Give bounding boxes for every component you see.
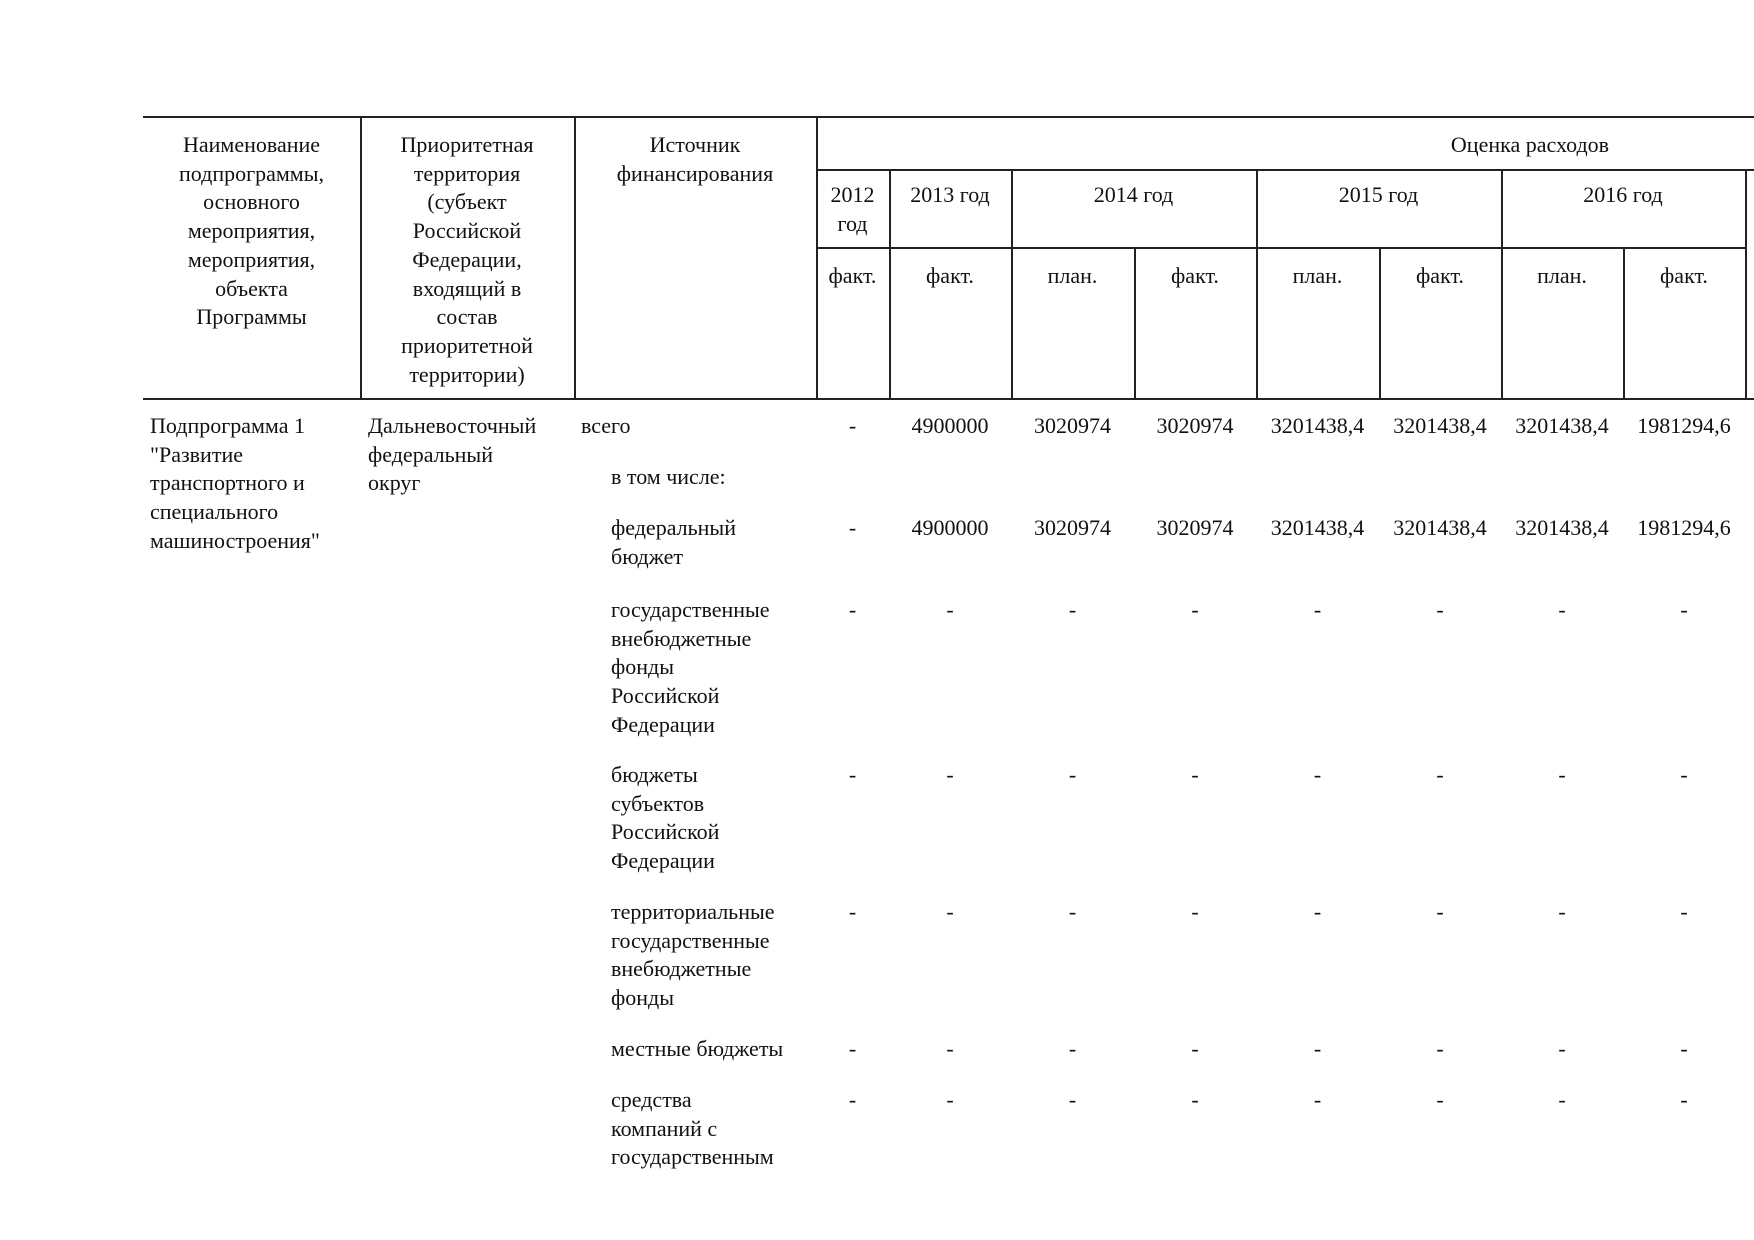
row-value: - <box>1313 899 1322 924</box>
subheader-2016-plan: план. <box>1537 263 1587 288</box>
row-source: бюджеты субъектов Российской Федерации <box>611 762 720 874</box>
row-value: - <box>1436 762 1444 787</box>
year-2012: 2012 год <box>830 182 875 236</box>
header-territory: Приоритетная территория (субъект Российской Федерации, входящий в состав приоритетной территории) <box>400 132 534 387</box>
header-divider-3 <box>816 116 818 400</box>
row-value: - <box>1313 1087 1322 1112</box>
row-value: - <box>946 1087 954 1112</box>
row-value: - <box>848 515 857 540</box>
row-value: 3201438,4 <box>1515 515 1609 540</box>
row-value: 1981294,6 <box>1637 515 1731 540</box>
row-value: - <box>1313 762 1322 787</box>
row-value: 3201438,4 <box>1515 413 1609 438</box>
row-value: - <box>1191 597 1199 622</box>
row-value: 4900000 <box>911 515 989 540</box>
row-value: - <box>1068 899 1077 924</box>
row-source: территориальные государственные внебюджетные фонды <box>611 899 775 1011</box>
row-value: 3201438,4 <box>1393 413 1487 438</box>
row-source: федеральный бюджет <box>611 515 736 569</box>
row-value: - <box>1558 1036 1566 1061</box>
row-value: 3201438,4 <box>1270 413 1365 438</box>
year-2013: 2013 год <box>910 182 990 207</box>
row-value: - <box>946 899 954 924</box>
year-2014: 2014 год <box>1093 182 1174 207</box>
row-value: - <box>1313 1036 1322 1061</box>
year-2015: 2015 год <box>1338 182 1419 207</box>
row-value: - <box>1191 899 1199 924</box>
row-value: - <box>1558 597 1566 622</box>
program-territory: Дальневосточный федеральный округ <box>368 413 537 496</box>
row-value: - <box>1558 762 1566 787</box>
row-source: в том числе: <box>611 464 726 489</box>
row-source: средства компаний с государственным <box>611 1087 774 1170</box>
row-value: - <box>1191 1087 1199 1112</box>
row-value: - <box>1068 762 1077 787</box>
row-value: - <box>1436 1036 1444 1061</box>
row-value: - <box>848 1087 857 1112</box>
row-value: - <box>1436 1087 1444 1112</box>
row-value: - <box>848 413 857 438</box>
row-value: - <box>1436 597 1444 622</box>
row-value: - <box>1191 1036 1199 1061</box>
row-value: 3020974 <box>1034 413 1111 438</box>
header-expense-estimate: Оценка расходов <box>1450 132 1610 157</box>
row-value: 3020974 <box>1156 515 1234 540</box>
row-value: - <box>848 597 857 622</box>
row-value: - <box>848 1036 857 1061</box>
row-source: всего <box>581 413 631 438</box>
row-value: - <box>1680 762 1688 787</box>
subheader-2014-plan: план. <box>1047 263 1098 288</box>
row-value: - <box>946 1036 954 1061</box>
row-value: 3201438,4 <box>1270 515 1365 540</box>
subheader-2012-fact: факт. <box>828 263 877 288</box>
row-value: 3020974 <box>1034 515 1111 540</box>
subheader-2013-fact: факт. <box>926 263 974 288</box>
row-value: 4900000 <box>911 413 989 438</box>
subheader-2015-fact: факт. <box>1416 263 1464 288</box>
row-source: государственные внебюджетные фонды Российской Федерации <box>611 597 770 737</box>
row-value: 3020974 <box>1156 413 1234 438</box>
col-divider-2016 <box>1745 169 1747 400</box>
row-value: - <box>1558 1087 1566 1112</box>
row-value: - <box>848 762 857 787</box>
row-value: 3201438,4 <box>1393 515 1487 540</box>
row-source: местные бюджеты <box>611 1036 784 1061</box>
row-value: - <box>1436 899 1444 924</box>
row-value: - <box>946 762 954 787</box>
row-value: - <box>1068 1087 1077 1112</box>
header-source: Источник финансирования <box>616 132 774 186</box>
row-value: - <box>1680 597 1688 622</box>
row-value: - <box>1313 597 1322 622</box>
subheader-2014-fact: факт. <box>1171 263 1219 288</box>
row-value: - <box>1680 1087 1688 1112</box>
row-value: - <box>1558 899 1566 924</box>
year-row-top-border <box>816 169 1754 171</box>
program-name: Подпрограмма 1 "Развитие транспортного и специального машиностроения" <box>150 413 320 553</box>
row-value: 1981294,6 <box>1637 413 1731 438</box>
row-value: - <box>1191 762 1199 787</box>
subheader-2015-plan: план. <box>1292 263 1343 288</box>
subheader-2016-fact: факт. <box>1660 263 1708 288</box>
row-value: - <box>848 899 857 924</box>
table-top-border <box>143 116 1754 118</box>
row-value: - <box>1680 1036 1688 1061</box>
year-2016: 2016 год <box>1583 182 1663 207</box>
header-name: Наименование подпрограммы, основного мероприятия, мероприятия, объекта Программы <box>178 132 325 330</box>
header-bottom-border <box>143 398 1754 400</box>
row-value: - <box>1068 1036 1077 1061</box>
row-value: - <box>1068 597 1077 622</box>
year-row-bottom-border <box>816 247 1746 249</box>
row-value: - <box>1680 899 1688 924</box>
row-value: - <box>946 597 954 622</box>
